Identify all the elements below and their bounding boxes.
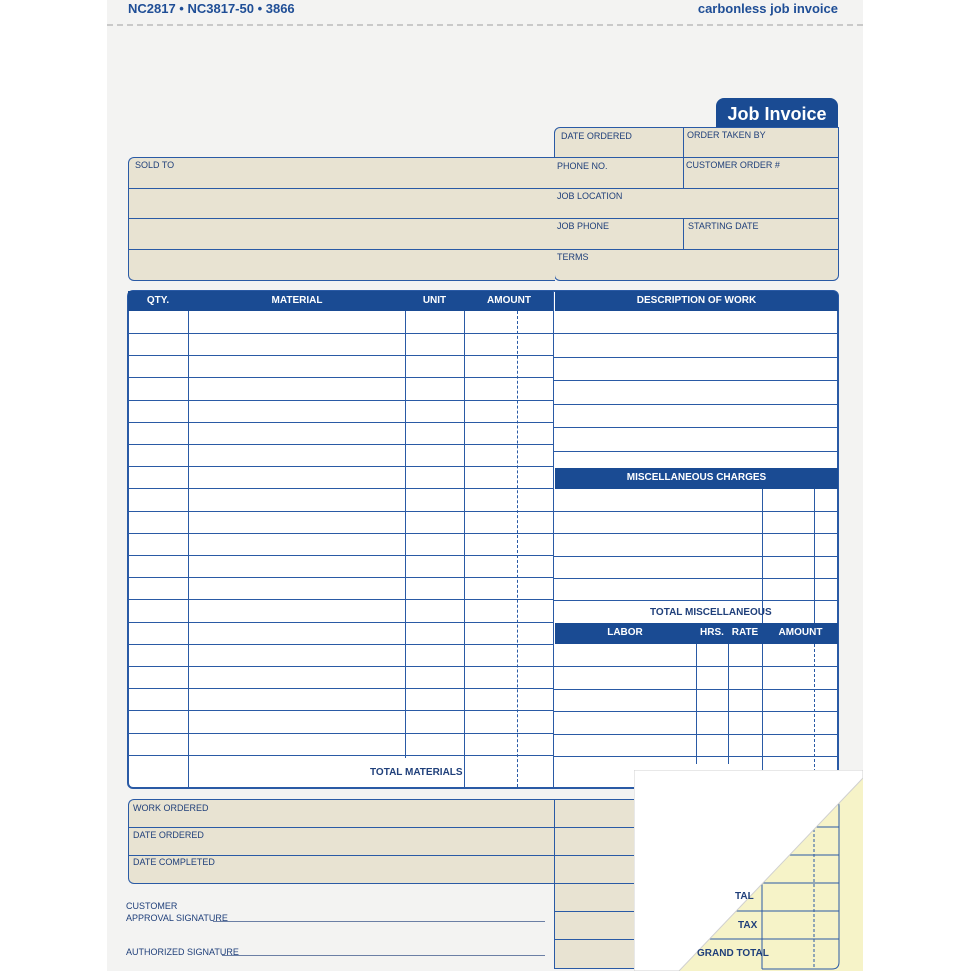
material-row-line	[128, 733, 553, 734]
tax-label: TAX	[738, 920, 758, 931]
col-material: MATERIAL	[190, 291, 404, 311]
col-amount: AMOUNT	[465, 291, 553, 311]
material-row-line	[128, 488, 553, 489]
col-qty: QTY.	[128, 291, 188, 311]
customer-signature-line[interactable]	[213, 921, 545, 922]
authorized-sig-label: AUTHORIZED SIGNATURE	[126, 947, 239, 957]
material-row-line	[128, 644, 553, 645]
material-row-line	[128, 400, 553, 401]
material-row-line	[128, 710, 553, 711]
labor-row-line	[554, 734, 839, 735]
material-row-line	[128, 355, 553, 356]
description-row-line	[554, 357, 839, 358]
description-row-line	[554, 404, 839, 405]
labor-row-line	[554, 689, 839, 690]
date-completed-label: DATE COMPLETED	[133, 857, 215, 867]
misc-row-line	[554, 533, 839, 534]
work-ordered-label: WORK ORDERED	[133, 803, 209, 813]
labor-row-line	[554, 666, 839, 667]
authorized-signature-line[interactable]	[222, 955, 545, 956]
col-unit: UNIT	[406, 291, 463, 311]
sold-to-block	[128, 157, 555, 281]
bottom-date-ordered-label: DATE ORDERED	[133, 830, 204, 840]
col-hrs: HRS.	[697, 623, 727, 643]
phone-no-label: PHONE NO.	[557, 161, 608, 171]
perforation-line	[107, 24, 863, 26]
order-taken-by-label: ORDER TAKEN BY	[687, 130, 766, 140]
misc-row-line	[554, 556, 839, 557]
col-labor-amount: AMOUNT	[763, 623, 838, 643]
product-type: carbonless job invoice	[697, 1, 838, 16]
date-ordered-label: DATE ORDERED	[561, 131, 632, 141]
grand-total-label: GRAND TOTAL	[697, 948, 769, 959]
job-location-label: JOB LOCATION	[557, 191, 623, 201]
material-row-line	[128, 599, 553, 600]
labor-row-line	[554, 756, 839, 757]
total-misc-label: TOTAL MISCELLANEOUS	[650, 607, 772, 618]
material-row-line	[128, 466, 553, 467]
materials-table	[127, 290, 839, 789]
product-codes: NC2817 • NC3817-50 • 3866	[128, 1, 295, 16]
material-row-line	[128, 511, 553, 512]
material-row-line	[128, 333, 553, 334]
description-row-line	[554, 333, 839, 334]
order-info-block	[554, 127, 839, 281]
col-rate: RATE	[729, 623, 761, 643]
sold-to-label: SOLD TO	[135, 160, 175, 170]
material-row-line	[128, 688, 553, 689]
misc-row-line	[554, 578, 839, 579]
material-row-line	[128, 533, 553, 534]
col-labor: LABOR	[555, 623, 695, 643]
customer-sig-label-2: APPROVAL SIGNATURE	[126, 913, 228, 923]
description-of-work-header: DESCRIPTION OF WORK	[555, 291, 838, 311]
total-materials-label: TOTAL MATERIALS	[370, 767, 463, 778]
description-row-line	[554, 451, 839, 452]
material-row-line	[128, 555, 553, 556]
material-row-line	[128, 577, 553, 578]
material-row-line	[128, 666, 553, 667]
customer-order-label: CUSTOMER ORDER #	[686, 160, 780, 170]
misc-row-line	[554, 511, 839, 512]
starting-date-label: STARTING DATE	[688, 221, 759, 231]
labor-row-line	[554, 711, 839, 712]
terms-label: TERMS	[557, 252, 589, 262]
page-curl	[634, 770, 863, 971]
form-title: Job Invoice	[716, 98, 838, 128]
misc-charges-header: MISCELLANEOUS CHARGES	[555, 468, 838, 489]
material-row-line	[128, 422, 553, 423]
customer-sig-label-1: CUSTOMER	[126, 901, 178, 911]
material-row-line	[128, 622, 553, 623]
misc-row-line	[554, 600, 839, 601]
total-partial-label: TAL	[735, 891, 754, 902]
description-row-line	[554, 380, 839, 381]
description-row-line	[554, 427, 839, 428]
material-row-line	[128, 377, 553, 378]
material-row-line	[128, 444, 553, 445]
material-row-line	[128, 755, 553, 756]
job-phone-label: JOB PHONE	[557, 221, 610, 231]
